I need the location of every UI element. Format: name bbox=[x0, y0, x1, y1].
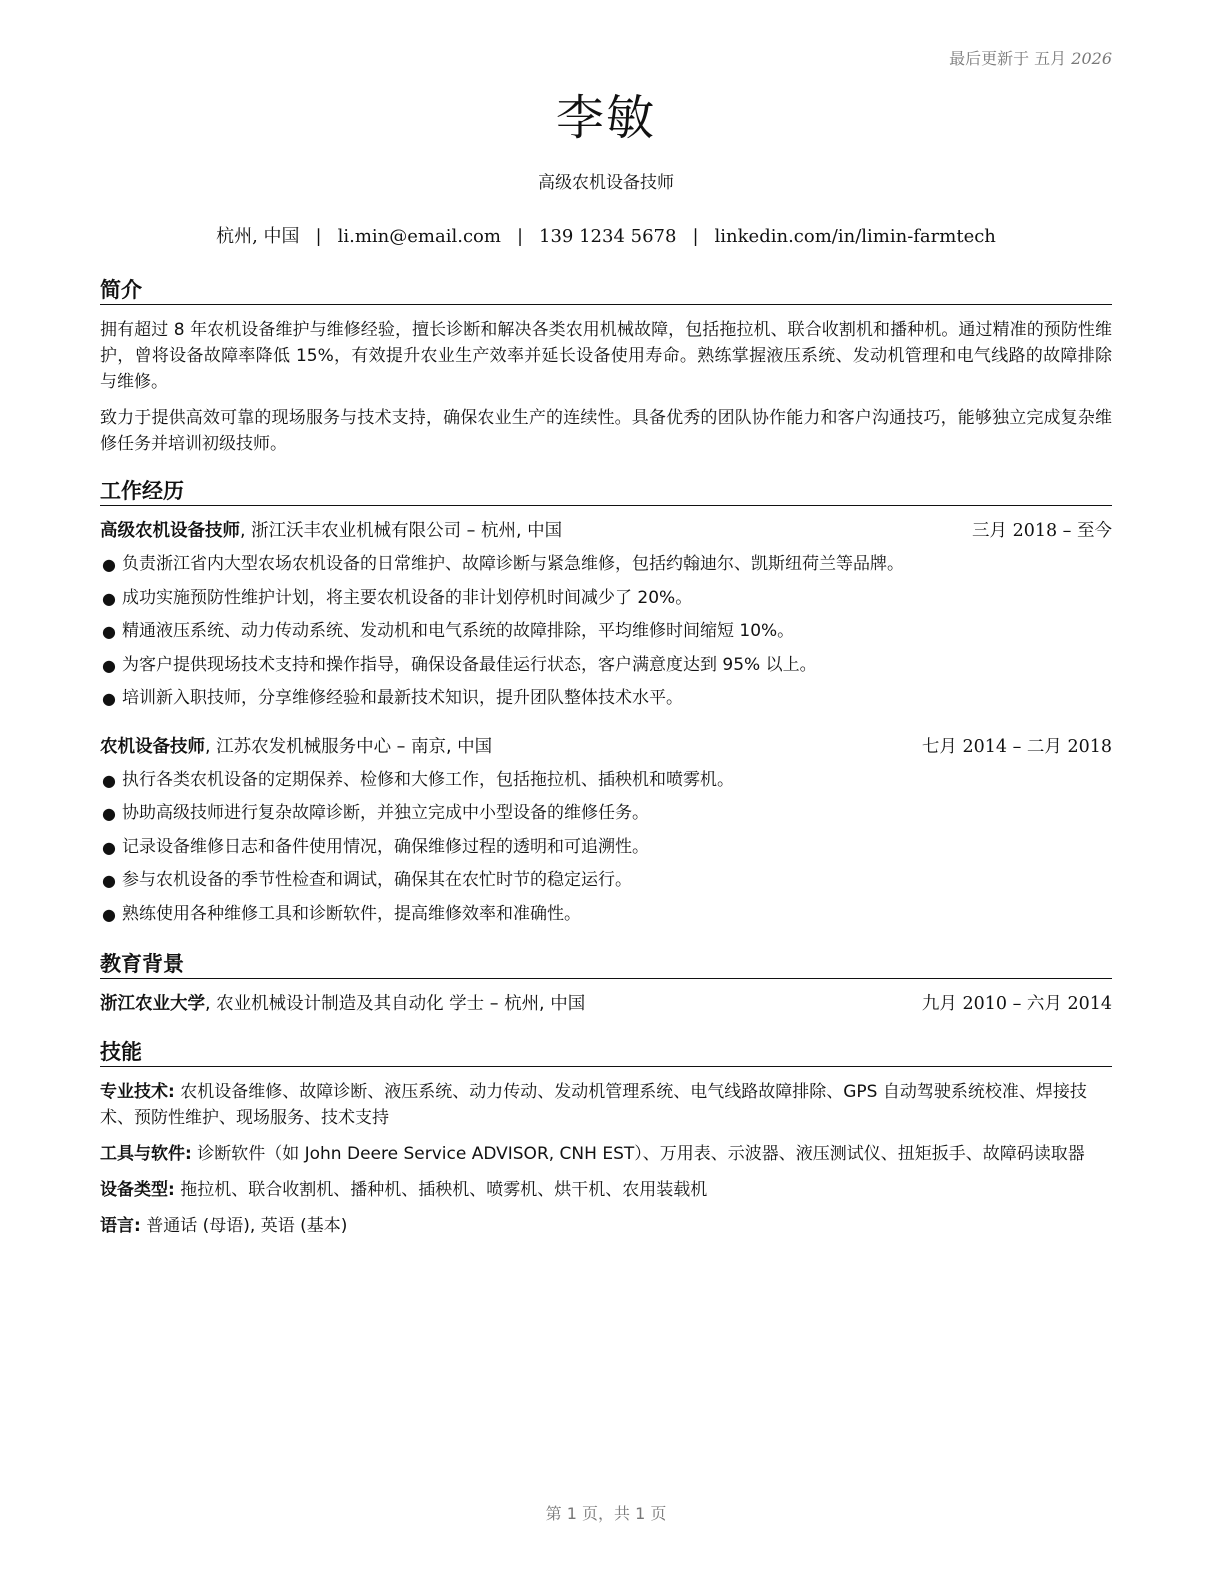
contact-separator: | bbox=[692, 226, 699, 247]
contact-line bbox=[100, 224, 1112, 250]
list-item bbox=[100, 898, 1112, 932]
job-entry bbox=[100, 734, 1112, 932]
bullet-icon: ● bbox=[102, 555, 116, 574]
skill-category: 专业技术: bbox=[100, 1082, 175, 1102]
bullet-text: 记录设备维修日志和备件使用情况，确保维修过程的透明和可追溯性。 bbox=[122, 836, 649, 857]
contact-separator: | bbox=[315, 226, 322, 247]
contact-email-link[interactable]: li.min@email.com bbox=[337, 226, 501, 247]
summary-heading: 简介 bbox=[100, 276, 1112, 305]
last-updated-label: 最后更新于 五月 bbox=[949, 49, 1067, 68]
education-section bbox=[100, 950, 1112, 1021]
bullet-icon: ● bbox=[102, 871, 116, 890]
education-school: 浙江农业大学 bbox=[100, 994, 205, 1014]
skill-values: 诊断软件（如 John Deere Service ADVISOR, CNH EST）、万用表、示波器、液压测试仪、扭矩扳手、故障码读取器 bbox=[191, 1144, 1085, 1164]
skill-category: 语言: bbox=[100, 1216, 141, 1236]
resume-page bbox=[100, 0, 1112, 1584]
skill-values: 普通话 (母语), 英语 (基本) bbox=[140, 1216, 348, 1236]
job-entry bbox=[100, 518, 1112, 716]
bullet-text: 执行各类农机设备的定期保养、检修和大修工作，包括拖拉机、插秧机和喷雾机。 bbox=[122, 769, 734, 790]
job-bullets bbox=[100, 764, 1112, 932]
bullet-text: 协助高级技师进行复杂故障诊断，并独立完成中小型设备的维修任务。 bbox=[122, 803, 649, 823]
list-item bbox=[100, 649, 1112, 683]
contact-linkedin-link[interactable]: linkedin.com/in/limin-farmtech bbox=[714, 226, 996, 247]
bullet-text: 为客户提供现场技术支持和操作指导，确保设备最佳运行状态，客户满意度达到 95% 以上。 bbox=[122, 654, 817, 675]
experience-heading: 工作经历 bbox=[100, 477, 1112, 506]
skills-section bbox=[100, 1038, 1112, 1249]
summary-paragraph: 致力于提供高效可靠的现场服务与技术支持，确保农业生产的连续性。具备优秀的团队协作能力和客户沟通技巧，能够独立完成复杂维修任务并培训初级技师。 bbox=[100, 408, 1112, 454]
skill-line bbox=[100, 1079, 1112, 1131]
contact-location: 杭州, 中国 bbox=[216, 226, 300, 247]
last-updated-year: 2026 bbox=[1071, 49, 1112, 68]
job-role: 高级农机设备技师 bbox=[100, 521, 240, 541]
candidate-title: 高级农机设备技师 bbox=[538, 173, 674, 193]
skill-line bbox=[100, 1213, 1112, 1239]
summary-section bbox=[100, 276, 1112, 467]
bullet-text: 熟练使用各种维修工具和诊断软件，提高维修效率和准确性。 bbox=[122, 903, 581, 924]
job-dates: 三月 2018 – 至今 bbox=[972, 521, 1112, 541]
education-dates: 九月 2010 – 六月 2014 bbox=[921, 994, 1112, 1014]
bullet-icon: ● bbox=[102, 588, 116, 608]
education-line bbox=[100, 991, 585, 1017]
skill-values: 农机设备维修、故障诊断、液压系统、动力传动、发动机管理系统、电气线路故障排除、GPS 自动驾驶系统校准、焊接技术、预防性维护、现场服务、技术支持 bbox=[100, 1082, 1087, 1128]
skill-line bbox=[100, 1141, 1112, 1167]
list-item bbox=[100, 864, 1112, 898]
job-organization: , 浙江沃丰农业机械有限公司 – 杭州, 中国 bbox=[240, 521, 563, 541]
education-heading: 教育背景 bbox=[100, 950, 1112, 979]
list-item bbox=[100, 797, 1112, 831]
education-entry bbox=[100, 991, 1112, 1017]
list-item bbox=[100, 682, 1112, 716]
list-item bbox=[100, 615, 1112, 649]
bullet-text: 培训新入职技师，分享维修经验和最新技术知识，提升团队整体技术水平。 bbox=[122, 688, 683, 708]
skill-values: 拖拉机、联合收割机、播种机、插秧机、喷雾机、烘干机、农用装载机 bbox=[174, 1180, 708, 1200]
page-number: 第 1 页，共 1 页 bbox=[545, 1504, 667, 1523]
bullet-text: 负责浙江省内大型农场农机设备的日常维护、故障诊断与紧急维修，包括约翰迪尔、凯斯纽荷兰等品牌。 bbox=[122, 554, 904, 574]
bullet-text: 成功实施预防性维护计划，将主要农机设备的非计划停机时间减少了 20%。 bbox=[122, 587, 693, 608]
skill-line bbox=[100, 1177, 1112, 1203]
skill-category: 设备类型: bbox=[100, 1180, 175, 1200]
bullet-icon: ● bbox=[102, 804, 116, 823]
bullet-icon: ● bbox=[102, 837, 116, 857]
contact-separator: | bbox=[516, 226, 524, 247]
bullet-icon: ● bbox=[102, 689, 116, 708]
experience-section bbox=[100, 477, 1112, 931]
bullet-icon: ● bbox=[102, 622, 116, 641]
bullet-icon: ● bbox=[102, 770, 116, 790]
job-bullets bbox=[100, 548, 1112, 716]
job-header bbox=[100, 734, 1112, 760]
education-degree: , 农业机械设计制造及其自动化 学士 – 杭州, 中国 bbox=[205, 994, 586, 1014]
job-dates: 七月 2014 – 二月 2018 bbox=[921, 736, 1112, 757]
bullet-text: 精通液压系统、动力传动系统、发动机和电气系统的故障排除，平均维修时间缩短 10%。 bbox=[122, 621, 795, 641]
bullet-icon: ● bbox=[102, 904, 116, 924]
skills-heading: 技能 bbox=[100, 1038, 1112, 1067]
list-item bbox=[100, 764, 1112, 798]
bullet-text: 参与农机设备的季节性检查和调试，确保其在农忙时节的稳定运行。 bbox=[122, 870, 632, 890]
candidate-name: 李敏 bbox=[555, 90, 656, 146]
last-updated bbox=[949, 46, 1112, 69]
job-title-line bbox=[100, 734, 492, 760]
list-item bbox=[100, 548, 1112, 582]
job-role: 农机设备技师 bbox=[100, 736, 205, 757]
skill-category: 工具与软件: bbox=[100, 1144, 192, 1164]
contact-phone: 139 1234 5678 bbox=[539, 226, 677, 247]
job-organization: , 江苏农发机械服务中心 – 南京, 中国 bbox=[205, 736, 493, 757]
list-item bbox=[100, 831, 1112, 865]
job-header bbox=[100, 518, 1112, 544]
list-item bbox=[100, 582, 1112, 616]
job-title-line bbox=[100, 518, 562, 544]
summary-paragraph: 拥有超过 8 年农机设备维护与维修经验，擅长诊断和解决各类农用机械故障，包括拖拉机、联合收割机和播种机。通过精准的预防性维护，曾将设备故障率降低 15%，有效提升农业生产效率并延长设备使用寿命。熟练掌握液压系统、发动机管理和电气线路的故障排除与维修。 bbox=[100, 320, 1112, 392]
bullet-icon: ● bbox=[102, 655, 116, 675]
